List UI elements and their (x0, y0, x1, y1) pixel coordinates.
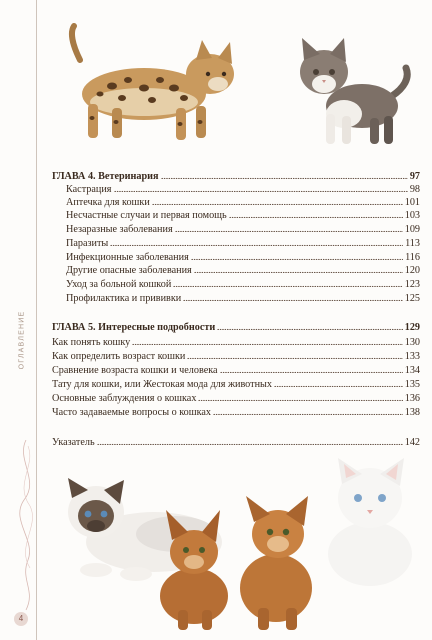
toc-chapter-5[interactable] (52, 321, 420, 334)
dot-leader (173, 278, 402, 287)
toc-page: 130 (404, 337, 420, 348)
toc-title: ГЛАВА 5. Интересные подробности (52, 322, 216, 333)
toc-page: 120 (404, 265, 420, 276)
dot-leader (187, 350, 402, 359)
dot-leader (114, 183, 408, 192)
toc-title: Незаразные заболевания (66, 224, 173, 235)
dot-leader (183, 292, 402, 301)
dot-leader (161, 170, 408, 179)
toc-item[interactable] (66, 209, 420, 222)
page-number: 4 (14, 612, 28, 626)
toc-page: 136 (404, 393, 420, 404)
toc-item[interactable] (66, 278, 420, 291)
toc-page: 129 (404, 322, 420, 333)
dot-leader (194, 264, 403, 273)
dot-leader (229, 209, 403, 218)
toc-item[interactable] (66, 183, 420, 196)
toc-index[interactable] (52, 436, 420, 449)
toc-item[interactable] (52, 392, 420, 405)
toc-title: Кастрация (66, 184, 112, 195)
toc-title: Указатель (52, 437, 95, 448)
yarn-thread-decoration (6, 440, 46, 640)
toc-title: Как понять кошку (52, 337, 131, 348)
toc-page: 134 (404, 365, 420, 376)
toc-title: Аптечка для кошки (66, 197, 150, 208)
toc-page: 109 (404, 224, 420, 235)
abyssinian-kittens-image (150, 496, 330, 632)
toc-page: 98 (409, 184, 420, 195)
toc-item[interactable] (52, 364, 420, 377)
toc-page: 142 (404, 437, 420, 448)
toc-title: Уход за больной кошкой (66, 279, 172, 290)
dot-leader (175, 223, 403, 232)
toc-item[interactable] (66, 292, 420, 305)
bengal-kitten-image (52, 22, 242, 150)
toc-title: Паразиты (66, 238, 109, 249)
toc-page: 103 (404, 210, 420, 221)
toc-page: 113 (405, 238, 420, 249)
toc-page: 97 (409, 171, 420, 182)
toc-item[interactable] (52, 378, 420, 391)
dot-leader (97, 436, 403, 445)
toc-title: Тату для кошки, или Жестокая мода для животных (52, 379, 272, 390)
dot-leader (217, 321, 403, 330)
toc-item[interactable] (66, 251, 420, 264)
white-kitten-image (320, 458, 420, 590)
toc-title: Профилактика и прививки (66, 293, 182, 304)
toc-item[interactable] (66, 223, 420, 236)
toc-page: 101 (404, 197, 420, 208)
toc-page: 116 (405, 252, 420, 263)
toc-item[interactable] (66, 196, 420, 209)
dot-leader (198, 392, 402, 401)
dot-leader (274, 378, 403, 387)
dot-leader (110, 237, 403, 246)
toc-title: Часто задаваемые вопросы о кошках (52, 407, 212, 418)
dot-leader (152, 196, 403, 205)
dot-leader (220, 364, 403, 373)
toc-page: 133 (404, 351, 420, 362)
toc-page: 125 (404, 293, 420, 304)
grey-kitten-image (292, 34, 412, 152)
toc-item[interactable] (52, 406, 420, 419)
toc-title: ГЛАВА 4. Ветеринария (52, 171, 159, 182)
section-side-label: ОГЛАВЛЕНИЕ (18, 310, 26, 370)
toc-title: Как определить возраст кошки (52, 351, 186, 362)
toc-title: Основные заблуждения о кошках (52, 393, 197, 404)
toc-page: 135 (404, 379, 420, 390)
toc-title: Сравнение возраста кошки и человека (52, 365, 218, 376)
dot-leader (191, 251, 403, 260)
toc-title: Инфекционные заболевания (66, 252, 189, 263)
toc-item[interactable] (52, 336, 420, 349)
toc-title: Другие опасные заболевания (66, 265, 192, 276)
dot-leader (132, 336, 402, 345)
toc-item[interactable] (66, 264, 420, 277)
dot-leader (213, 406, 403, 415)
toc-page: 138 (404, 407, 420, 418)
toc-title: Несчастные случаи и первая помощь (66, 210, 227, 221)
toc-page: 123 (404, 279, 420, 290)
toc-chapter-4[interactable] (52, 170, 420, 183)
toc-item[interactable] (66, 237, 420, 250)
toc-item[interactable] (52, 350, 420, 363)
